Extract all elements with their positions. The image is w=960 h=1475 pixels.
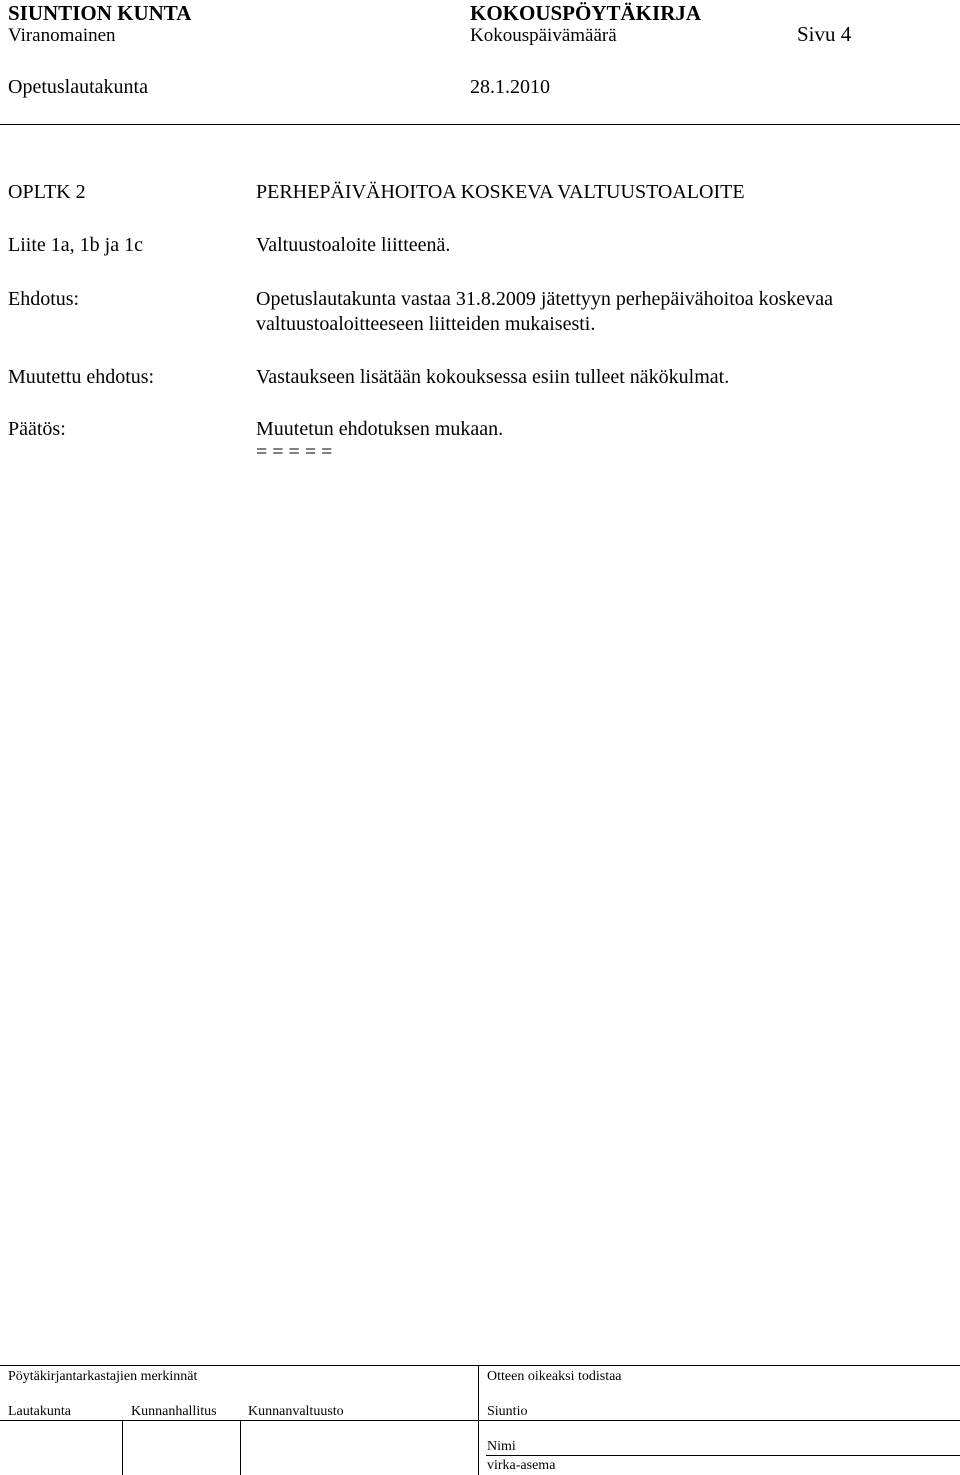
- place-name: Siuntio: [487, 1404, 528, 1419]
- column-lautakunta: Lautakunta: [8, 1404, 71, 1419]
- attachment-text: Valtuustoaloite liitteenä.: [256, 234, 451, 256]
- page-number: Sivu 4: [797, 22, 852, 46]
- amended-proposal-label: Muutettu ehdotus:: [8, 366, 155, 388]
- reviewers-label: Pöytäkirjantarkastajien merkinnät: [8, 1369, 198, 1384]
- certified-label: Otteen oikeaksi todistaa: [487, 1369, 622, 1384]
- name-label: Nimi: [487, 1439, 516, 1454]
- decision-label: Päätös:: [8, 418, 66, 440]
- column-kunnanhallitus: Kunnanhallitus: [131, 1404, 217, 1419]
- amended-proposal-text: Vastaukseen lisätään kokouksessa esiin tulleet näkökulmat.: [256, 366, 730, 388]
- meeting-date-label: Kokouspäivämäärä: [470, 25, 617, 46]
- column-kunnanvaltuusto: Kunnanvaltuusto: [248, 1404, 344, 1419]
- proposal-line-2: valtuustoaloitteeseen liitteiden mukaisesti.: [256, 313, 596, 335]
- proposal-line-1: Opetuslautakunta vastaa 31.8.2009 jätettyyn perhepäivähoitoa koskevaa: [256, 288, 834, 310]
- document-type: KOKOUSPÖYTÄKIRJA: [470, 1, 702, 25]
- footer-divider: [0, 1365, 960, 1366]
- header-divider: [0, 124, 960, 125]
- authority-label: Viranomainen: [8, 25, 116, 46]
- proposal-label: Ehdotus:: [8, 288, 80, 310]
- footer-cell-divider-1: [122, 1420, 123, 1475]
- item-title: PERHEPÄIVÄHOITOA KOSKEVA VALTUUSTOALOITE: [256, 181, 745, 203]
- meeting-date: 28.1.2010: [470, 76, 550, 98]
- attachment-label: Liite 1a, 1b ja 1c: [8, 234, 143, 256]
- position-label: virka-asema: [487, 1458, 556, 1473]
- section-number: OPLTK 2: [8, 181, 86, 203]
- signature-line: [486, 1455, 960, 1456]
- footer-row-divider: [0, 1420, 960, 1421]
- end-marks: = = = = =: [256, 441, 333, 463]
- footer-cell-divider-2: [240, 1420, 241, 1475]
- decision-text: Muutetun ehdotuksen mukaan.: [256, 418, 504, 440]
- authority-name: Opetuslautakunta: [8, 76, 148, 98]
- municipality-name: SIUNTION KUNTA: [8, 1, 192, 25]
